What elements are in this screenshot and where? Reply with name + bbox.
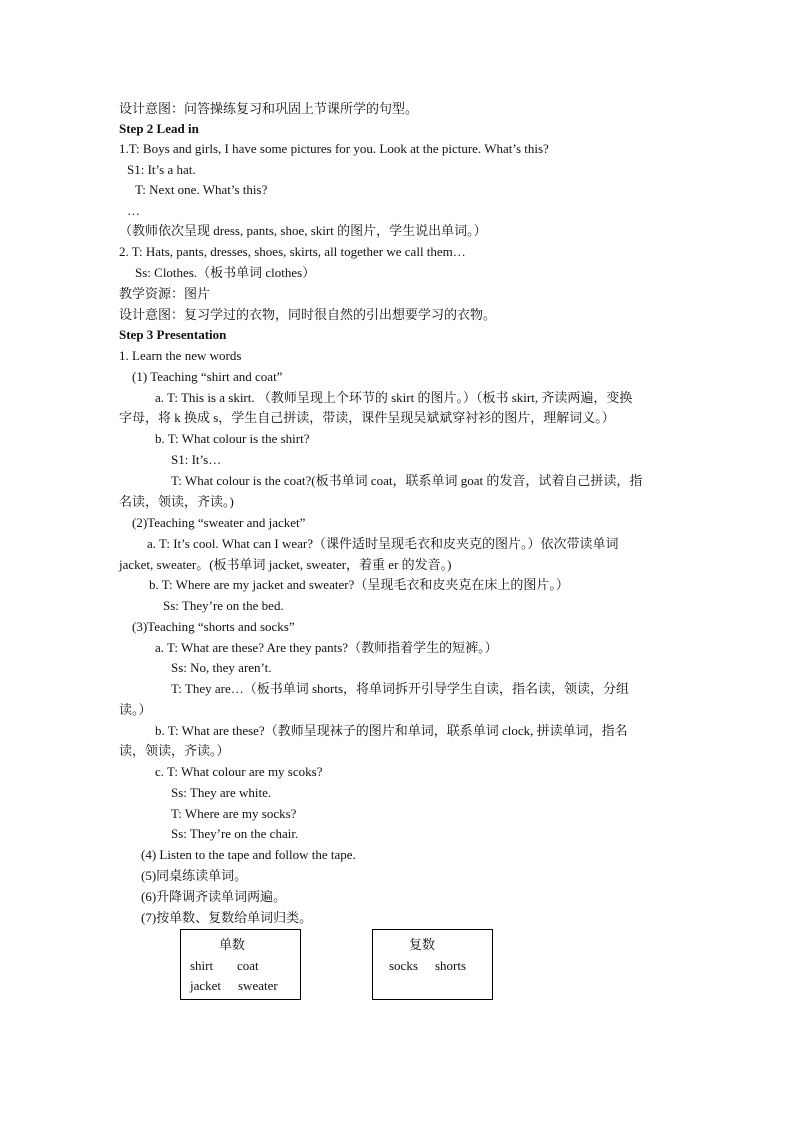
dialog-line: S1: It’s… (171, 452, 222, 467)
subsection-line: (3)Teaching “shorts and socks” (132, 619, 295, 634)
activity-line: (7)按单数、复数给单词归类。 (141, 910, 313, 925)
plural-box (372, 929, 493, 1000)
dialog-line: b. T: What are these?（教师呈现袜子的图片和单词，联系单词 clock, 拼读单词，指名 (155, 723, 628, 738)
dialog-line: T: Where are my socks? (171, 806, 297, 821)
note-line: 读。） (119, 702, 152, 717)
activity-line: (5)同桌练读单词。 (141, 868, 248, 883)
activity-line: (4) Listen to the tape and follow the tape. (141, 847, 356, 862)
dialog-line: b. T: Where are my jacket and sweater?（呈现毛衣和皮夹克在床上的图片。） (149, 577, 569, 592)
note-line: jacket, sweater。(板书单词 jacket, sweater，着重 er 的发音。) (119, 557, 452, 572)
subsection-line: (2)Teaching “sweater and jacket” (132, 515, 306, 530)
dialog-line: T: What colour is the coat?(板书单词 coat，联系单词 goat 的发音，试着自己拼读，指 (171, 473, 643, 488)
word-item: sweater (238, 978, 278, 993)
activity-line: (6)升降调齐读单词两遍。 (141, 889, 287, 904)
word-item: jacket (190, 978, 222, 993)
section-line: 1. Learn the new words (119, 348, 242, 363)
dialog-line: Ss: They are white. (171, 785, 272, 800)
dialog-line: a. T: It’s cool. What can I wear?（课件适时呈现毛衣和皮夹克的图片。）依次带读单词 (147, 536, 619, 551)
dialog-line: b. T: What colour is the shirt? (155, 431, 310, 446)
dialog-line: T: They are…（板书单词 shorts，将单词拆开引导学生自读，指名读，领读，分组 (171, 681, 630, 696)
dialog-line: a. T: This is a skirt. （教师呈现上个环节的 skirt 的图片。）（板书 skirt, 齐读两遍，变换 (155, 390, 633, 405)
dialog-line: 1.T: Boys and girls, I have some pictures for you. Look at the picture. What’s this? (119, 141, 549, 156)
dialog-line: Ss: Clothes.（板书单词 clothes） (135, 265, 316, 280)
ellipsis-line: … (127, 203, 140, 218)
word-item: shorts (435, 958, 467, 973)
word-item: socks (389, 958, 418, 973)
singular-box (180, 929, 301, 1000)
resource-line: 教学资源：图片 (119, 286, 211, 301)
word-item: coat (237, 958, 259, 973)
step2-heading: Step 2 Lead in (119, 121, 199, 136)
note-line: 读，领读，齐读。） (119, 743, 230, 758)
note-line: 名读，领读，齐读。) (119, 494, 234, 509)
dialog-line: S1: It’s a hat. (127, 162, 196, 177)
subsection-line: (1) Teaching “shirt and coat” (132, 369, 283, 384)
design-intent-2: 设计意图：复习学过的衣物，同时很自然的引出想要学习的衣物。 (119, 307, 497, 322)
singular-title: 单数 (219, 937, 246, 952)
plural-title: 复数 (409, 937, 436, 952)
dialog-line: Ss: No, they aren’t. (171, 660, 272, 675)
note-line: 字母，将 k 换成 s，学生自己拼读，带读，课件呈现吴斌斌穿衬衫的图片，理解词义。） (119, 410, 615, 425)
dialog-line: Ss: They’re on the bed. (163, 598, 284, 613)
word-item: shirt (190, 958, 214, 973)
dialog-line: 2. T: Hats, pants, dresses, shoes, skirts, all together we call them… (119, 244, 466, 259)
note-line: （教师依次呈现 dress, pants, shoe, skirt 的图片，学生说出单词。） (119, 223, 487, 238)
dialog-line: T: Next one. What’s this? (135, 182, 268, 197)
step3-heading: Step 3 Presentation (119, 327, 227, 342)
design-intent-1: 设计意图：问答操练复习和巩固上节课所学的句型。 (119, 101, 419, 116)
dialog-line: c. T: What colour are my scoks? (155, 764, 323, 779)
dialog-line: Ss: They’re on the chair. (171, 826, 299, 841)
dialog-line: a. T: What are these? Are they pants?（教师指着学生的短裤。） (155, 640, 498, 655)
